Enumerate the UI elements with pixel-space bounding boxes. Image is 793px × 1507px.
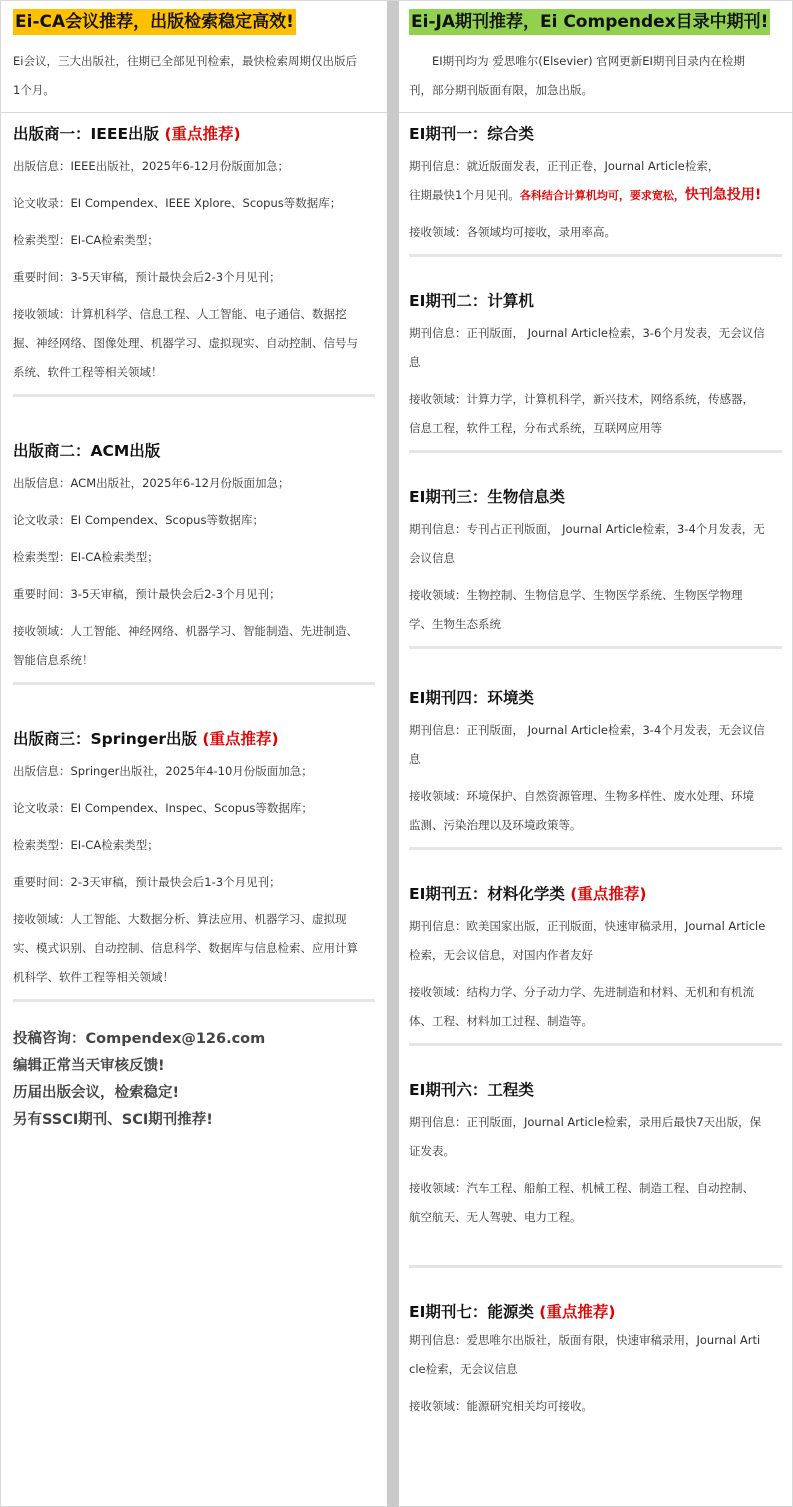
journal-title: EI期刊一：综合类 [409,125,534,143]
publisher-acm: 出版商二：ACM出版 出版信息：ACM出版社，2025年6-12月份版面加急； 论文收录：EI Compendex、Scopus等数据库； 检索类型：EI-CA检索类型； 重要时间：3-5天审稿，预计最快会后2-3个月见刊； 接收领域：人工智能、神经网络、机器学习、智能制造、先进制造、 智能信息系统！ [13,397,375,685]
journal-computer: EI期刊二：计算机 期刊信息：正刊版面， Journal Article检索，3-6个月发表，无会议信 息 接收领域：计算力学，计算机科学，新兴技术，网络系统，传感器， 信息工程，软件工程，分布式系统，互联网应用等 [409,257,782,453]
contact-email[interactable]: 投稿咨询：Compendex@126.com [13,1031,266,1047]
conference-intro: Ei会议，三大出版社，往期已全部见刊检索，最快检索周期仅出版后 1个月。 [13,54,357,97]
publisher-title: 出版商三：Springer出版 (重点推荐) [13,730,279,748]
journal-title: EI期刊二：计算机 [409,292,534,310]
column-divider [387,1,399,1507]
highlight-note: 各科结合计算机均可，要求宽松， [519,189,685,202]
journal-heading: Ei-JA期刊推荐，Ei Compendex目录中期刊! [409,9,770,35]
contact-feedback: 编辑正常当天审核反馈! [13,1058,165,1074]
contact-block [13,1002,375,1134]
journal-general: EI期刊一：综合类 期刊信息：就近版面发表，正刊正卷，Journal Article检索， 往期最快1个月见刊。各科结合计算机均可，要求宽松，快刊急投用! 接收领域：各领域均可接收，录用率高。 [409,113,782,257]
journal-intro: EI期刊均为 爱思唯尔(Elsevier) 官网更新EI期刊目录内在检期 刊，部分期刊版面有限，加急出版。 [409,54,745,97]
journal-environment: EI期刊四：环境类 期刊信息：正刊版面， Journal Article检索，3-4个月发表，无会议信 息 接收领域：环境保护、自然资源管理、生物多样性、废水处理、环境 监测、污染治理以及环境政策等。 [409,649,782,850]
journal-title: EI期刊三：生物信息类 [409,488,565,506]
conference-column [1,1,387,1507]
journal-engineering: EI期刊六：工程类 期刊信息：正刊版面，Journal Article检索，录用后最快7天出版，保 证发表。 接收领域：汽车工程、船舶工程、机械工程、制造工程、自动控制、 航空航天、无人驾驶、电力工程。 [409,1046,782,1268]
journal-title: EI期刊七：能源类 (重点推荐) [409,1303,616,1321]
journal-title: EI期刊四：环境类 [409,689,534,707]
contact-other: 另有SSCI期刊、SCI期刊推荐! [13,1112,213,1128]
section-divider [13,999,375,1002]
journal-header [399,1,793,113]
journal-column [399,1,793,1507]
publisher-list [1,113,387,1134]
recommend-badge: (重点推荐) [164,125,241,143]
journal-title: EI期刊五：材料化学类 (重点推荐) [409,885,647,903]
journal-materials: EI期刊五：材料化学类 (重点推荐) 期刊信息：欧美国家出版，正刊版面，快速审稿录用，Journal Article 检索，无会议信息，对国内作者友好 接收领域：结构力学、分子动力学、先进制造和材料、无机和有机流 体、工程、材料加工过程、制造等。 [409,850,782,1046]
recommend-badge: (重点推荐) [539,1303,616,1321]
highlight-callout: 快刊急投用! [684,187,762,203]
publisher-springer: 出版商三：Springer出版 (重点推荐) 出版信息：Springer出版社，2025年4-10月份版面加急； 论文收录：EI Compendex、Inspec、Scopus等数据库； 检索类型：EI-CA检索类型； 重要时间：2-3天审稿，预计最快会后1-3个月见刊； 接收领域：人工智能、大数据分析、算法应用、机器学习、虚拟现 实、模式识别、自动控制、信息科学、数据库与信息检索、应用计算 机科学、软件工程等相关领域！ [13,685,375,1002]
conference-heading: Ei-CA会议推荐，出版检索稳定高效! [13,9,296,35]
journal-title: EI期刊六：工程类 [409,1081,534,1099]
journal-energy: EI期刊七：能源类 (重点推荐) 期刊信息：爱思唯尔出版社，版面有限，快速审稿录用，Journal Arti cle检索，无会议信息 接收领域：能源研究相关均可接收。 [409,1268,782,1421]
publisher-ieee: 出版商一：IEEE出版 (重点推荐) 出版信息：IEEE出版社，2025年6-12月份版面加急； 论文收录：EI Compendex、IEEE Xplore、Scopus等数据库； 检索类型：EI-CA检索类型； 重要时间：3-5天审稿，预计最快会后2-3个月见刊； 接收领域：计算机科学、信息工程、人工智能、电子通信、数据挖 掘、神经网络、图像处理、机器学习、虚拟现实、自动控制、信号与 系统、软件工程等相关领域！ [13,113,375,397]
publisher-title: 出版商二：ACM出版 [13,442,161,460]
contact-history: 历届出版会议，检索稳定! [13,1085,180,1101]
recommend-badge: (重点推荐) [570,885,647,903]
journal-list [399,113,793,1421]
journal-bioinfo: EI期刊三：生物信息类 期刊信息：专刊占正刊版面， Journal Article检索，3-4个月发表，无 会议信息 接收领域：生物控制、生物信息学、生物医学系统、生物医学物理 学、生物生态系统 [409,453,782,649]
publisher-title: 出版商一：IEEE出版 (重点推荐) [13,125,241,143]
recommend-badge: (重点推荐) [202,730,279,748]
conference-header [1,1,387,113]
